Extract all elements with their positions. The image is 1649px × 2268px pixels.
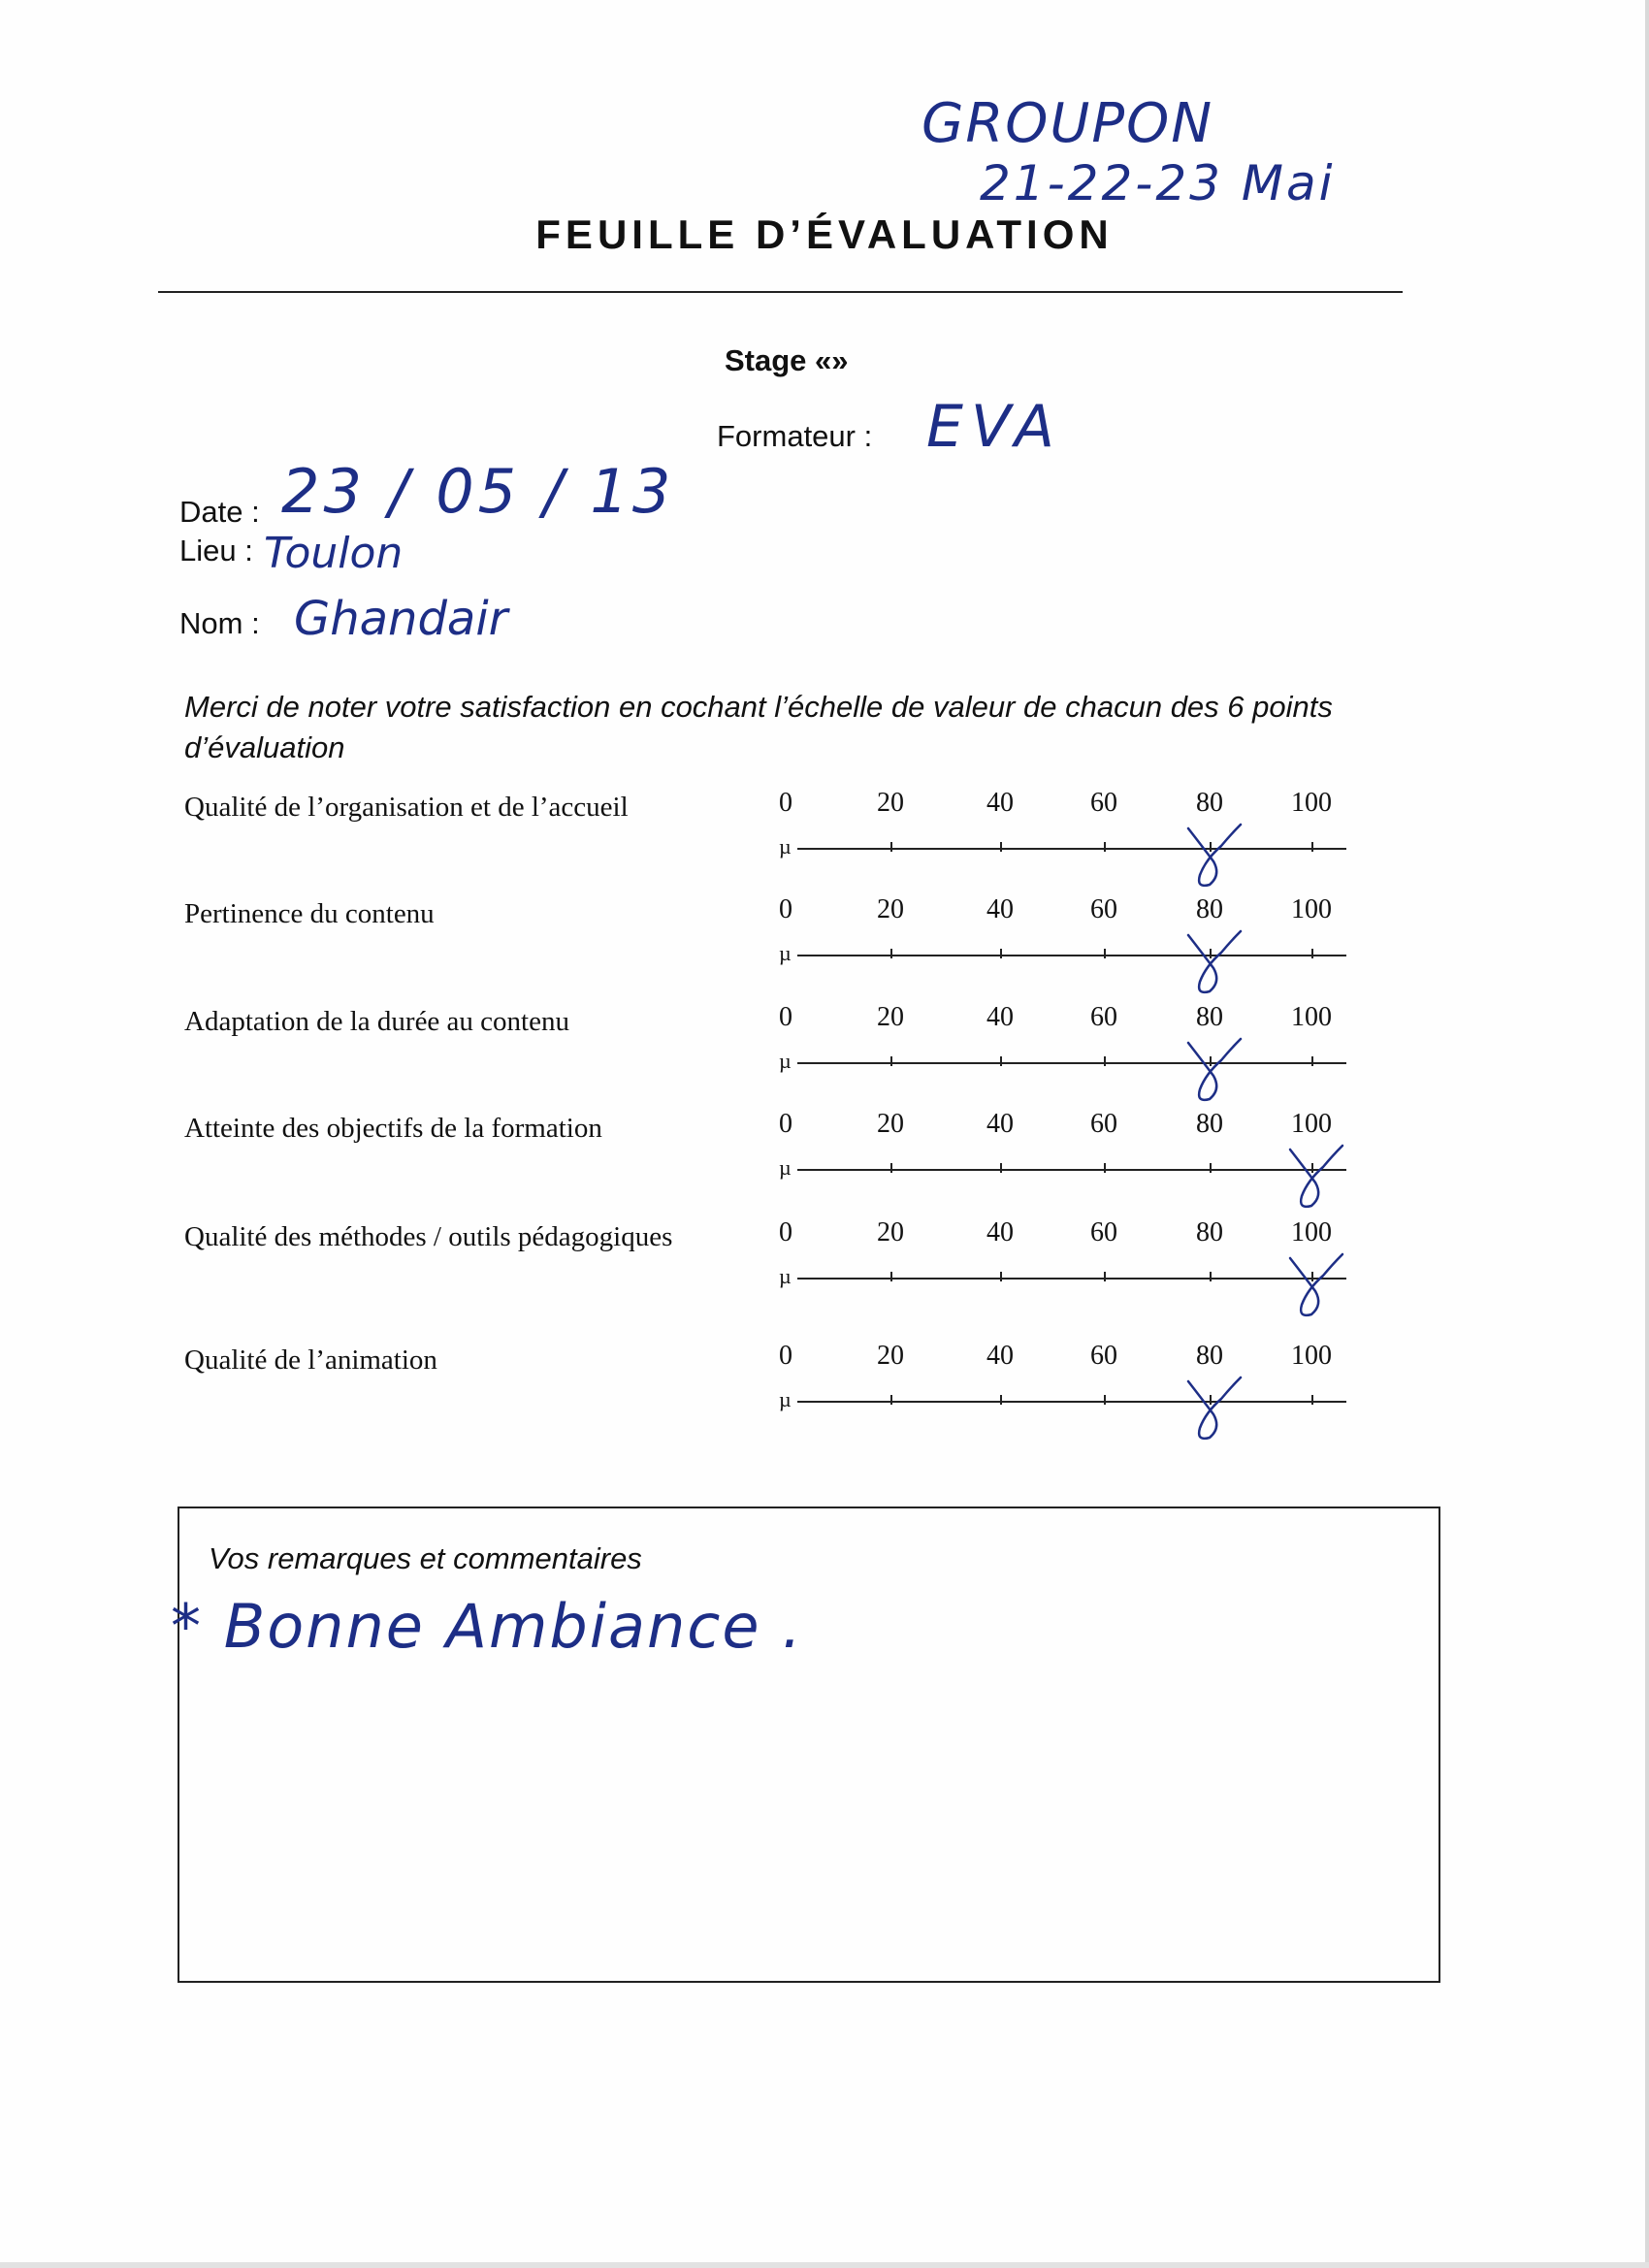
scale-tick-label: 20 [877, 1002, 904, 1032]
scale-tick-label: 20 [877, 1341, 904, 1371]
scan-edge-bottom [0, 2262, 1649, 2268]
rating-check-mark [1273, 1247, 1360, 1324]
formateur-value[interactable]: EVA [926, 393, 1062, 461]
scale-tick-label: 60 [1090, 788, 1117, 818]
scale-tick-label: 0 [779, 1341, 792, 1371]
scale-marker: µ [779, 834, 792, 859]
scale-tick-mark [1104, 1395, 1106, 1405]
nom-value[interactable]: Ghandair [294, 592, 508, 646]
rating-check-mark [1171, 817, 1258, 894]
scale-tick-label: 100 [1291, 894, 1332, 924]
scale-tick-mark [890, 1163, 892, 1173]
rating-check-mark [1171, 1370, 1258, 1447]
scale-tick-mark [1000, 1272, 1002, 1281]
scale-tick-mark [890, 842, 892, 852]
scale-tick-label: 60 [1090, 1002, 1117, 1032]
scale-tick-label: 20 [877, 894, 904, 924]
stage-label: Stage «» [725, 343, 849, 377]
rating-instruction: Merci de noter votre satisfaction en cochant l’échelle de valeur de chacun des 6 points d’évaluation [184, 690, 1333, 764]
scale-tick-label: 0 [779, 894, 792, 924]
criterion-label: Adaptation de la durée au contenu [184, 1006, 569, 1037]
scale-marker: µ [779, 941, 792, 965]
comments-title: Vos remarques et commentaires [209, 1541, 642, 1575]
scale-tick-mark [890, 1272, 892, 1281]
scale-tick-label: 60 [1090, 1217, 1117, 1247]
scale-tick-mark [1000, 1056, 1002, 1066]
scale-marker: µ [779, 1387, 792, 1411]
page-title: FEUILLE D’ÉVALUATION [535, 211, 1114, 257]
rating-check-mark [1273, 1138, 1360, 1215]
scale-tick-label: 80 [1196, 1109, 1223, 1139]
scale-tick-mark [1104, 949, 1106, 958]
criterion-label: Qualité de l’animation [184, 1345, 437, 1376]
scale-marker: µ [779, 1264, 792, 1288]
lieu-value[interactable]: Toulon [264, 529, 404, 578]
comments-value[interactable]: * Bonne Ambiance . [171, 1591, 803, 1662]
scale-tick-label: 100 [1291, 788, 1332, 818]
date-value[interactable]: 23 / 05 / 13 [281, 456, 675, 527]
scale-tick-label: 40 [986, 1109, 1014, 1139]
criterion-label: Qualité des méthodes / outils pédagogiques [184, 1221, 673, 1252]
scale-tick-label: 100 [1291, 1217, 1332, 1247]
scale-tick-label: 20 [877, 1109, 904, 1139]
scale-tick-label: 60 [1090, 1109, 1117, 1139]
scale-tick-label: 20 [877, 1217, 904, 1247]
handwritten-groupon: GROUPON [922, 92, 1214, 155]
scale-tick-label: 60 [1090, 894, 1117, 924]
scale-tick-label: 40 [986, 1341, 1014, 1371]
scale-tick-label: 40 [986, 788, 1014, 818]
scale-marker: µ [779, 1155, 792, 1180]
scale-tick-mark [1000, 1163, 1002, 1173]
scan-edge-right [1645, 0, 1649, 2268]
scale-tick-label: 40 [986, 894, 1014, 924]
scale-tick-label: 40 [986, 1002, 1014, 1032]
scale-tick-mark [1000, 1395, 1002, 1405]
comments-box[interactable] [178, 1507, 1440, 1983]
scale-tick-mark [1000, 949, 1002, 958]
scale-tick-mark [890, 949, 892, 958]
scale-tick-mark [1210, 1163, 1212, 1173]
scale-tick-label: 60 [1090, 1341, 1117, 1371]
scale-tick-mark [1311, 1395, 1313, 1405]
scale-tick-mark [890, 1395, 892, 1405]
scale-tick-label: 0 [779, 788, 792, 818]
criterion-label: Atteinte des objectifs de la formation [184, 1113, 602, 1144]
rating-check-mark [1171, 1031, 1258, 1109]
handwritten-session-dates: 21-22-23 Mai [980, 155, 1336, 211]
rating-scale-line[interactable] [797, 1169, 1346, 1171]
rating-scale-line[interactable] [797, 1278, 1346, 1280]
scale-tick-label: 100 [1291, 1341, 1332, 1371]
lieu-label: Lieu : [179, 534, 253, 567]
scale-tick-label: 0 [779, 1002, 792, 1032]
scale-tick-mark [1311, 842, 1313, 852]
scale-tick-label: 80 [1196, 894, 1223, 924]
criterion-label: Qualité de l’organisation et de l’accueil [184, 792, 629, 823]
nom-label: Nom : [179, 606, 260, 640]
scale-tick-mark [1104, 1056, 1106, 1066]
scale-tick-label: 80 [1196, 1002, 1223, 1032]
scale-tick-mark [1311, 1056, 1313, 1066]
rating-scale-line[interactable] [797, 1062, 1346, 1064]
scale-tick-label: 100 [1291, 1002, 1332, 1032]
scale-tick-mark [1104, 1272, 1106, 1281]
scale-tick-label: 20 [877, 788, 904, 818]
scale-tick-label: 0 [779, 1217, 792, 1247]
date-label: Date : [179, 495, 260, 529]
scale-tick-label: 80 [1196, 1341, 1223, 1371]
scale-tick-mark [1104, 842, 1106, 852]
rating-scale-line[interactable] [797, 1401, 1346, 1403]
criterion-label: Pertinence du contenu [184, 898, 435, 929]
scale-tick-label: 80 [1196, 788, 1223, 818]
rating-scale-line[interactable] [797, 848, 1346, 850]
scale-marker: µ [779, 1049, 792, 1073]
scale-tick-label: 40 [986, 1217, 1014, 1247]
scale-tick-label: 100 [1291, 1109, 1332, 1139]
scale-tick-mark [1104, 1163, 1106, 1173]
rating-scale-line[interactable] [797, 955, 1346, 956]
scale-tick-mark [1210, 1272, 1212, 1281]
scale-tick-mark [1000, 842, 1002, 852]
rating-check-mark [1171, 923, 1258, 1001]
title-divider [158, 291, 1403, 293]
scale-tick-mark [1311, 949, 1313, 958]
formateur-label: Formateur : [717, 419, 873, 453]
scale-tick-label: 80 [1196, 1217, 1223, 1247]
scale-tick-label: 0 [779, 1109, 792, 1139]
scale-tick-mark [890, 1056, 892, 1066]
